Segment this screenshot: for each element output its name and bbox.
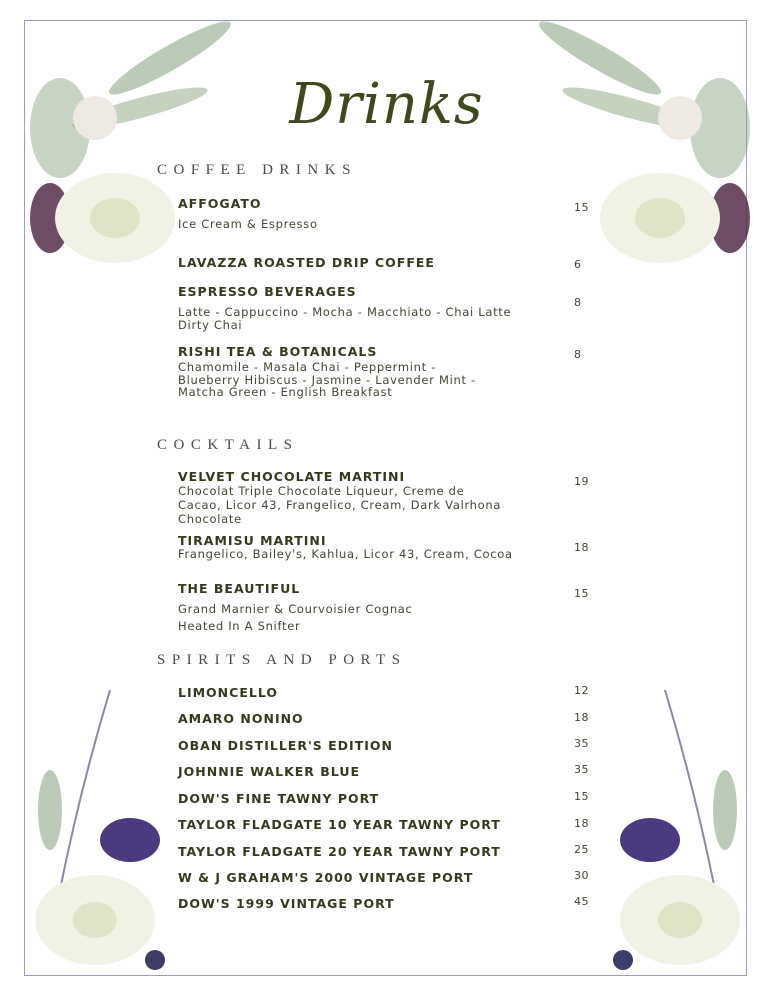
menu-item-name: DOW'S 1999 VINTAGE PORT — [178, 896, 395, 911]
menu-item-price: 6 — [574, 258, 582, 271]
menu-item-price: 35 — [574, 737, 589, 750]
menu-item-name: ESPRESSO BEVERAGES — [178, 284, 357, 299]
menu-item-price: 18 — [574, 711, 589, 724]
menu-item-price: 18 — [574, 541, 589, 554]
menu-item-price: 15 — [574, 790, 589, 803]
menu-item-description: Chamomile - Masala Chai - Peppermint - Blueberry Hibiscus - Jasmine - Lavender Mint - Matcha Green - English Breakfast — [178, 360, 476, 399]
menu-item-name: VELVET CHOCOLATE MARTINI — [178, 469, 406, 484]
floral-decoration-bottom-left-icon — [20, 690, 180, 980]
menu-item-price: 45 — [574, 895, 589, 908]
menu-item-name: OBAN DISTILLER'S EDITION — [178, 738, 393, 753]
menu-item-name: LAVAZZA ROASTED DRIP COFFEE — [178, 255, 435, 270]
section-heading: COFFEE DRINKS — [157, 162, 357, 178]
menu-item-description: Frangelico, Bailey's, Kahlua, Licor 43, Cream, Cocoa — [178, 547, 513, 561]
menu-item-name: JOHNNIE WALKER BLUE — [178, 764, 361, 779]
floral-decoration-top-right-icon — [530, 18, 752, 278]
menu-item-price: 8 — [574, 348, 582, 361]
section-heading: COCKTAILS — [157, 437, 299, 453]
menu-item-description: Latte - Cappuccino - Mocha - Macchiato - Chai Latte Dirty Chai — [178, 305, 512, 332]
menu-title: Drinks — [289, 72, 484, 137]
menu-item-price: 25 — [574, 843, 589, 856]
menu-item-name: AFFOGATO — [178, 196, 262, 211]
menu-item-name: RISHI TEA & BOTANICALS — [178, 344, 378, 359]
menu-item-name: THE BEAUTIFUL — [178, 581, 301, 596]
menu-item-name: TAYLOR FLADGATE 20 YEAR TAWNY PORT — [178, 844, 501, 859]
menu-item-name: W & J GRAHAM'S 2000 VINTAGE PORT — [178, 870, 474, 885]
menu-item-name: DOW'S FINE TAWNY PORT — [178, 791, 380, 806]
menu-item-price: 18 — [574, 817, 589, 830]
menu-item-price: 30 — [574, 869, 589, 882]
floral-decoration-bottom-right-icon — [595, 690, 755, 980]
section-heading: SPIRITS AND PORTS — [157, 652, 407, 668]
floral-decoration-top-left-icon — [20, 18, 250, 278]
menu-item-description: Ice Cream & Espresso — [178, 217, 318, 231]
menu-item-name: LIMONCELLO — [178, 685, 278, 700]
menu-item-price: 19 — [574, 475, 589, 488]
menu-item-name: TIRAMISU MARTINI — [178, 533, 327, 548]
menu-item-price: 12 — [574, 684, 589, 697]
menu-item-description: Grand Marnier & Courvoisier Cognac Heated In A Snifter — [178, 602, 413, 633]
menu-item-price: 15 — [574, 201, 589, 214]
menu-item-name: AMARO NONINO — [178, 711, 304, 726]
menu-item-price: 8 — [574, 296, 582, 309]
menu-item-name: TAYLOR FLADGATE 10 YEAR TAWNY PORT — [178, 817, 501, 832]
menu-item-price: 15 — [574, 587, 589, 600]
menu-item-price: 35 — [574, 763, 589, 776]
menu-item-description: Chocolat Triple Chocolate Liqueur, Creme de Cacao, Licor 43, Frangelico, Cream, Dark Valrhona Chocolate — [178, 484, 502, 526]
